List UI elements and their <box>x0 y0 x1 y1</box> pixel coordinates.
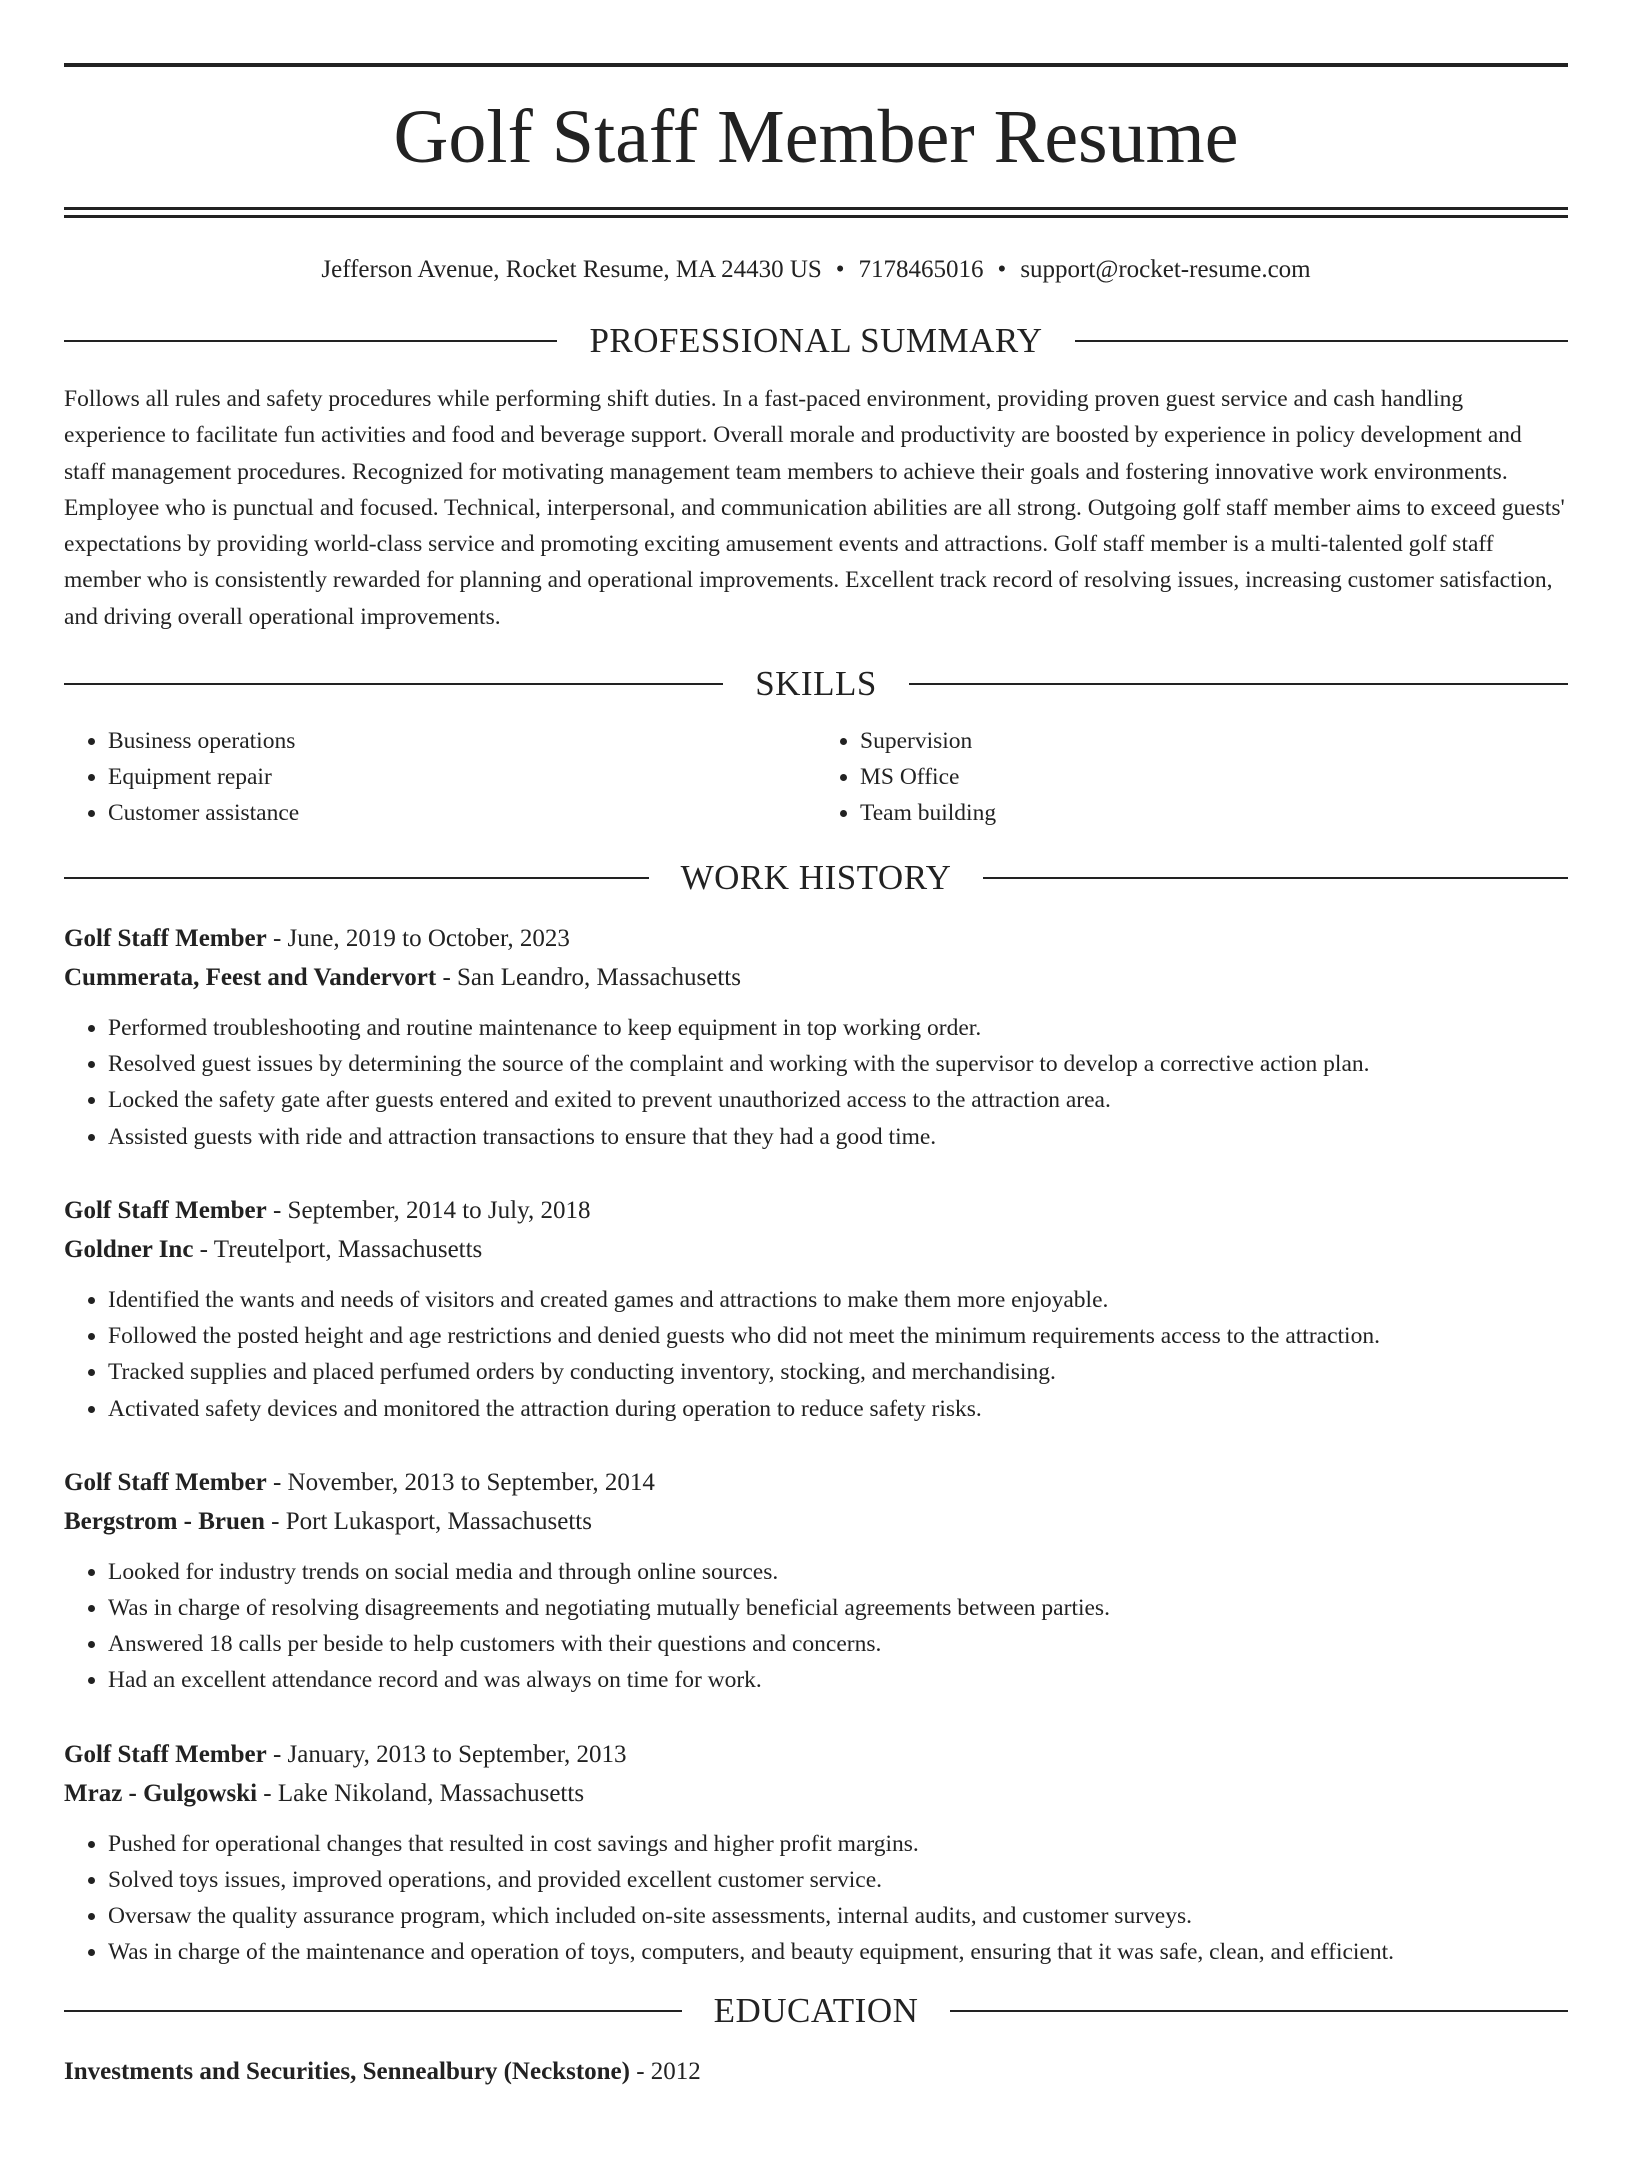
job-bullet: • Identified the wants and needs of visitors and created games and attractions to make them more enjoyable. <box>108 1282 1568 1318</box>
job-company-line <box>64 958 1568 997</box>
heading-rule <box>64 340 557 342</box>
job-bullet: • Answered 18 calls per beside to help customers with their questions and concerns. <box>108 1626 1568 1662</box>
company-name: Goldner Inc <box>64 1235 194 1263</box>
section-heading-skills <box>64 659 1568 709</box>
job-bullets <box>64 1554 1568 1699</box>
skills-column-right <box>816 723 1568 831</box>
section-title: EDUCATION <box>713 1991 919 2031</box>
section-heading-education <box>64 1986 1568 2036</box>
job-bullet: • Pushed for operational changes that resulted in cost savings and higher profit margins. <box>108 1826 1568 1862</box>
degree-name: Investments and Securities, Sennealbury (Neckstone) <box>64 2058 630 2086</box>
section-title: SKILLS <box>755 664 877 704</box>
job-title: Golf Staff Member <box>64 1468 267 1496</box>
job-bullets <box>64 1282 1568 1427</box>
job-title: Golf Staff Member <box>64 1196 267 1224</box>
skill-item: • Team building <box>860 795 1568 831</box>
job-location: - San Leandro, Massachusetts <box>436 964 741 992</box>
job-entry <box>64 919 1568 1155</box>
section-title: PROFESSIONAL SUMMARY <box>589 321 1043 360</box>
job-title-line <box>64 1735 1568 1774</box>
heading-rule <box>64 877 649 879</box>
job-entry <box>64 1463 1568 1699</box>
skill-item: • Equipment repair <box>108 759 816 795</box>
job-bullet: • Tracked supplies and placed perfumed orders by conducting inventory, stocking, and merchandising. <box>108 1354 1568 1390</box>
skill-item: • Customer assistance <box>108 795 816 831</box>
job-bullet: • Locked the safety gate after guests entered and exited to prevent unauthorized access to the attraction area. <box>108 1082 1568 1118</box>
job-bullet: • Resolved guest issues by determining the source of the complaint and working with the supervisor to develop a corrective action plan. <box>108 1046 1568 1082</box>
job-bullet: • Looked for industry trends on social media and through online sources. <box>108 1554 1568 1590</box>
company-name: Cummerata, Feest and Vandervort <box>64 964 437 992</box>
job-company-line <box>64 1774 1568 1813</box>
job-title-line <box>64 1191 1568 1230</box>
job-dates: - January, 2013 to September, 2013 <box>266 1740 627 1768</box>
job-bullets <box>64 1010 1568 1155</box>
job-dates: - June, 2019 to October, 2023 <box>266 925 570 953</box>
heading-rule <box>983 877 1568 879</box>
address: Jefferson Avenue, Rocket Resume, MA 24430 US <box>321 256 822 283</box>
section-title: WORK HISTORY <box>680 858 952 898</box>
job-bullet: • Followed the posted height and age restrictions and denied guests who did not meet the minimum requirements access to the attraction. <box>108 1318 1568 1354</box>
job-location: - Port Lukasport, Massachusetts <box>264 1507 592 1535</box>
job-bullet: • Oversaw the quality assurance program, which included on-site assessments, internal audits, and customer surveys. <box>108 1898 1568 1934</box>
heading-rule <box>909 683 1568 685</box>
education-year: - 2012 <box>629 2058 701 2086</box>
job-bullet: • Performed troubleshooting and routine maintenance to keep equipment in top working order. <box>108 1010 1568 1046</box>
skill-item: • Business operations <box>108 723 816 759</box>
education-entry <box>64 2052 1568 2091</box>
job-dates: - November, 2013 to September, 2014 <box>266 1468 655 1496</box>
job-bullets <box>64 1826 1568 1971</box>
job-title-line <box>64 919 1568 958</box>
job-title: Golf Staff Member <box>64 925 267 953</box>
heading-rule <box>64 2010 682 2012</box>
job-bullet: • Assisted guests with ride and attraction transactions to ensure that they had a good time. <box>108 1119 1568 1155</box>
skills-list <box>64 723 1568 831</box>
summary-paragraph: Follows all rules and safety procedures while performing shift duties. In a fast-paced environment, providing proven guest service and cash handling experience to facilitate fun activities and food and beverage support. Overall morale and productivity are boosted by experience in policy development and staff management procedures. Recognized for motivating management team members to achieve their goals and fostering innovative work environments. Employee who is punctual and focused. Technical, interpersonal, and communication abilities are all strong. Outgoing golf staff member aims to exceed guests' expectations by providing world-class service and promoting exciting amusement events and attractions. Golf staff member is a multi-talented golf staff member who is consistently rewarded for planning and operational improvements. Excellent track record of resolving issues, increasing customer satisfaction, and driving overall operational improvements. <box>64 386 1565 630</box>
heading-rule <box>64 683 723 685</box>
job-dates: - September, 2014 to July, 2018 <box>266 1196 591 1224</box>
page-title: Golf Staff Member Resume <box>393 95 1239 179</box>
heading-rule <box>1075 340 1568 342</box>
job-company-line <box>64 1502 1568 1541</box>
job-entry <box>64 1735 1568 1971</box>
contact-separator: • <box>835 256 845 283</box>
job-bullet: • Activated safety devices and monitored the attraction during operation to reduce safety risks. <box>108 1391 1568 1427</box>
job-bullet: • Had an excellent attendance record and was always on time for work. <box>108 1662 1568 1698</box>
title-block <box>64 67 1568 207</box>
job-location: - Lake Nikoland, Massachusetts <box>257 1779 585 1807</box>
job-entry <box>64 1191 1568 1427</box>
job-bullet: • Was in charge of the maintenance and operation of toys, computers, and beauty equipment, ensuring that it was safe, clean, and efficient. <box>108 1934 1568 1970</box>
email-link[interactable]: support@rocket-resume.com <box>1020 256 1311 283</box>
heading-rule <box>950 2010 1568 2012</box>
resume-page <box>0 63 1632 2175</box>
job-location: - Treutelport, Massachusetts <box>193 1235 483 1263</box>
section-heading-summary <box>64 316 1568 366</box>
phone: 7178465016 <box>858 256 984 283</box>
job-company-line <box>64 1230 1568 1269</box>
contact-separator: • <box>997 256 1007 283</box>
skill-item: • MS Office <box>860 759 1568 795</box>
contact-line <box>64 254 1568 286</box>
company-name: Mraz - Gulgowski <box>64 1779 258 1807</box>
skills-column-left <box>64 723 816 831</box>
job-title-line <box>64 1463 1568 1502</box>
section-heading-work <box>64 853 1568 903</box>
title-double-rule <box>64 207 1568 218</box>
company-name: Bergstrom - Bruen <box>64 1507 265 1535</box>
job-title: Golf Staff Member <box>64 1740 267 1768</box>
job-bullet: • Solved toys issues, improved operations, and provided excellent customer service. <box>108 1862 1568 1898</box>
job-bullet: • Was in charge of resolving disagreements and negotiating mutually beneficial agreements between parties. <box>108 1590 1568 1626</box>
skill-item: • Supervision <box>860 723 1568 759</box>
